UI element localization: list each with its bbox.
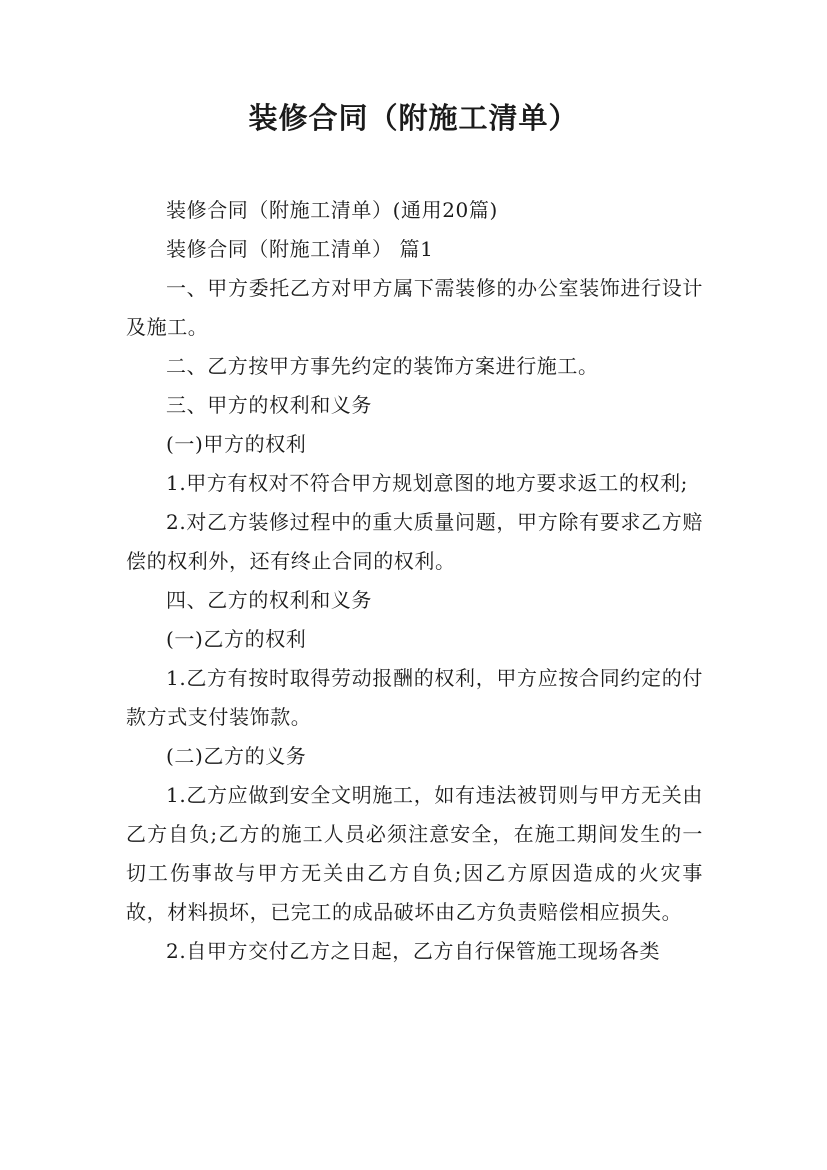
paragraph: 一、甲方委托乙方对甲方属下需装修的办公室装饰进行设计及施工。 — [126, 276, 703, 339]
paragraph: 2.自甲方交付乙方之日起，乙方自行保管施工现场各类 — [166, 939, 661, 963]
document-body — [126, 191, 703, 971]
paragraph: 装修合同（附施工清单）(通用20篇) — [166, 198, 498, 222]
paragraph: 三、甲方的权利和义务 — [166, 393, 372, 417]
paragraph: 2.对乙方装修过程中的重大质量问题，甲方除有要求乙方赔偿的权利外，还有终止合同的权利。 — [126, 510, 703, 573]
paragraph: (一)甲方的权利 — [166, 432, 307, 456]
paragraph: 二、乙方按甲方事先约定的装饰方案进行施工。 — [166, 354, 599, 378]
paragraph: 1.乙方应做到安全文明施工，如有违法被罚则与甲方无关由乙方自负;乙方的施工人员必须注意安全，在施工期间发生的一切工伤事故与甲方无关由乙方自负;因乙方原因造成的火灾事故，材料损坏，已完工的成品破坏由乙方负责赔偿相应损失。 — [126, 783, 703, 924]
paragraph: 1.甲方有权对不符合甲方规划意图的地方要求返工的权利; — [166, 471, 689, 495]
document-title: 装修合同（附施工清单） — [248, 101, 579, 135]
paragraph: 1.乙方有按时取得劳动报酬的权利，甲方应按合同约定的付款方式支付装饰款。 — [126, 666, 703, 729]
paragraph: (二)乙方的义务 — [166, 744, 307, 768]
paragraph: 四、乙方的权利和义务 — [166, 588, 372, 612]
paragraph: 装修合同（附施工清单） 篇1 — [166, 237, 434, 261]
paragraph: (一)乙方的权利 — [166, 627, 307, 651]
